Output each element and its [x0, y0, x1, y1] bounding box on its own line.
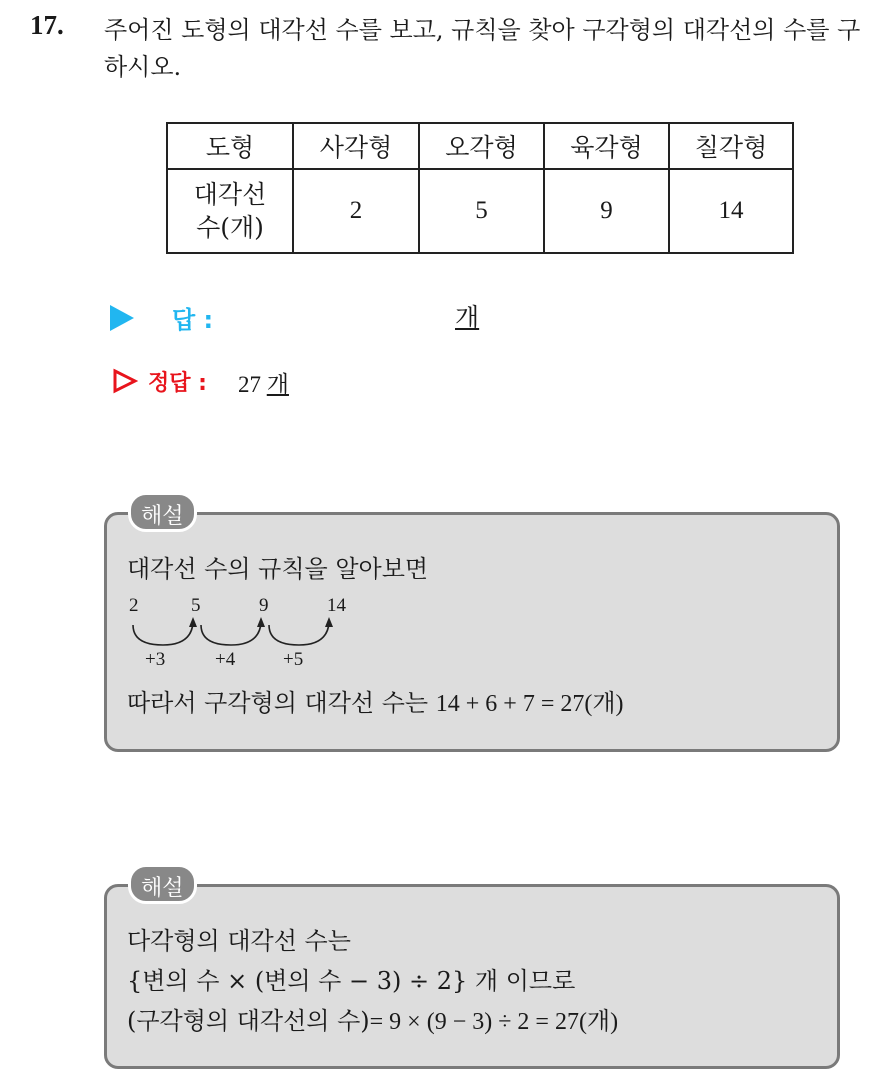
sequence-step: +3: [145, 649, 166, 670]
outline-triangle-icon: [112, 368, 138, 394]
explanation-conclusion: [127, 683, 624, 718]
explanation-box: [104, 884, 840, 1069]
table-header-cell: 도형: [167, 123, 293, 169]
sequence-diagram: [125, 593, 385, 673]
question-number: 17.: [30, 10, 64, 40]
conclusion-math: 14 + 6 + 7 = 27(개): [435, 691, 624, 717]
play-triangle-icon: [110, 305, 134, 331]
explanation-tag: 해설: [128, 864, 197, 904]
explanation-line: 다각형의 대각선 수는: [127, 927, 351, 955]
question-text: 주어진 도형의 대각선 수를 보고, 규칙을 찾아 구각형의 대각선의 수를 구하시오.: [104, 16, 861, 81]
result-text: (구각형의 대각선의 수): [127, 1007, 370, 1035]
sequence-number: 9: [259, 595, 269, 616]
explanation-result: [127, 1001, 618, 1036]
sequence-step: +5: [283, 649, 304, 670]
correct-answer-row: [110, 364, 410, 400]
conclusion-text: 따라서 구각형의 대각선 수는: [127, 689, 429, 717]
answer-unit: 개: [455, 303, 480, 332]
table-cell: 2: [293, 169, 419, 253]
explanation-line: 대각선 수의 규칙을 알아보면: [127, 555, 429, 583]
sequence-step: +4: [215, 649, 236, 670]
row-label-line: 수(개): [196, 213, 264, 242]
correct-answer-value: [238, 366, 289, 399]
table-cell: 9: [544, 169, 669, 253]
table-value-row: [167, 169, 793, 253]
correct-answer-number: 27: [238, 372, 261, 397]
table-row-label: [167, 169, 293, 253]
correct-answer-unit: 개: [266, 372, 289, 398]
table-cell: 5: [419, 169, 544, 253]
table-header-row: [167, 123, 793, 169]
result-math: = 9 × (9 − 3) ÷ 2 = 27(개): [369, 1009, 619, 1035]
correct-answer-label: 정답 :: [148, 371, 207, 396]
table-header-cell: 육각형: [544, 123, 669, 169]
row-label-line: 대각선: [193, 180, 267, 209]
explanation-box: [104, 512, 840, 752]
sequence-number: 2: [129, 595, 139, 616]
answer-row: [110, 298, 510, 338]
table-cell: 14: [669, 169, 793, 253]
answer-label: 답 :: [172, 306, 214, 334]
table-header-cell: 사각형: [293, 123, 419, 169]
table-header-cell: 칠각형: [669, 123, 793, 169]
explanation-tag: 해설: [128, 492, 197, 532]
explanation-formula: {변의 수 × (변의 수 − 3) ÷ 2} 개 이므로: [127, 967, 576, 995]
sequence-arcs: [125, 613, 365, 653]
sequence-number: 5: [191, 595, 201, 616]
table-header-cell: 오각형: [419, 123, 544, 169]
sequence-number: 14: [327, 595, 346, 616]
diagonal-table: [166, 122, 794, 254]
